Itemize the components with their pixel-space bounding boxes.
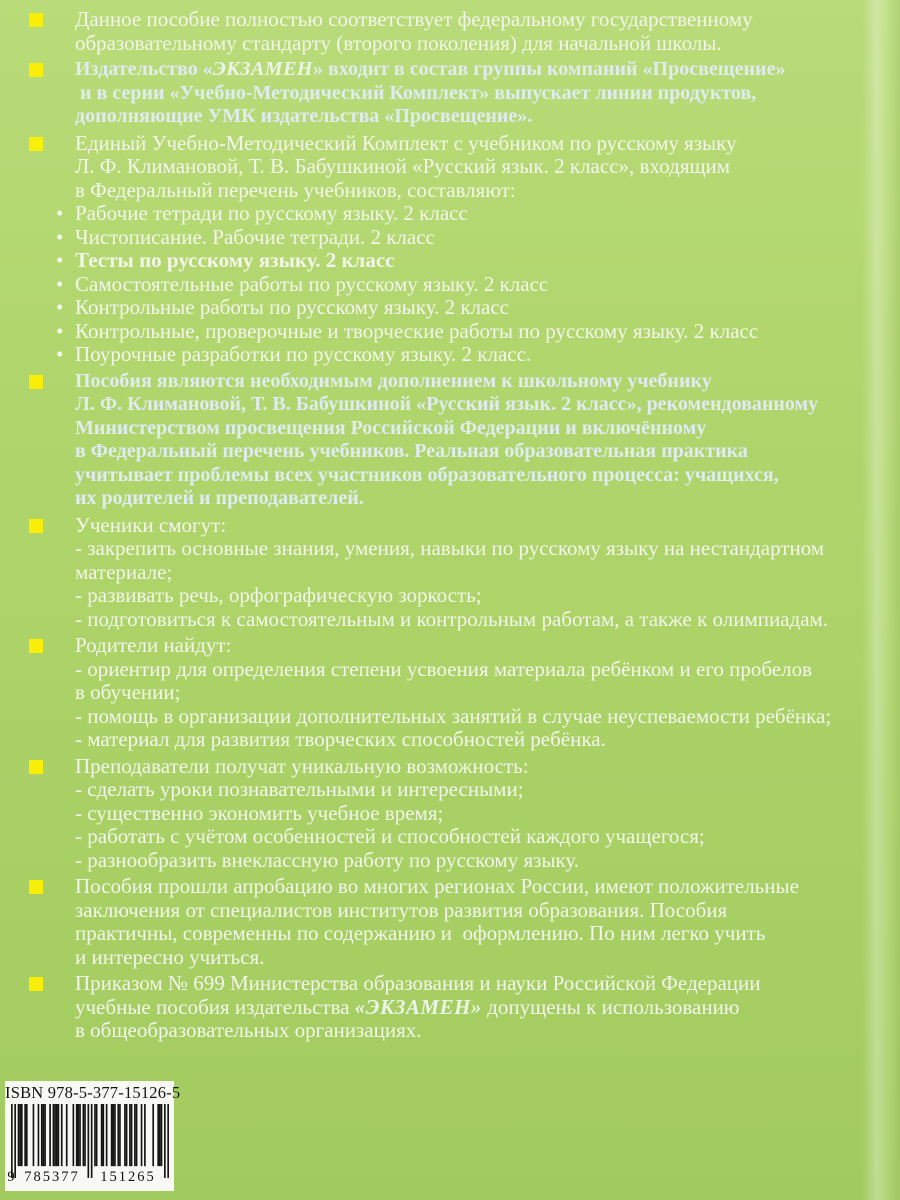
list-dot: • (56, 201, 64, 225)
text-segment: и в серии «Учебно-Методический Комплект» выпускает линии продуктов, (75, 81, 757, 104)
text-line (56, 342, 887, 367)
text-line (75, 440, 887, 464)
text-line (75, 105, 887, 129)
barcode-digit-group: 785377 (24, 1169, 80, 1185)
list-dot: • (56, 295, 64, 319)
text-segment: Самостоятельные работы по русскому языку. 2 класс (75, 271, 549, 296)
text-segment: Преподаватели получат уникальную возможность: (75, 753, 529, 778)
text-line (75, 778, 887, 802)
list-dot: • (56, 248, 64, 272)
text-section-teachers-benefits (75, 755, 887, 873)
text-segment: Л. Ф. Климановой, Т. В. Бабушкиной «Русский язык. 2 класс», входящим (75, 154, 731, 178)
text-line (75, 681, 887, 705)
text-section-supplement-note (75, 370, 887, 511)
text-line (75, 584, 887, 608)
text-segment: - сделать уроки познавательными и интересными; (75, 777, 524, 801)
text-segment: - развивать речь, орфографическую зоркость; (75, 583, 482, 607)
text-segment: в Федеральный перечень учебников, составляют: (75, 177, 516, 202)
text-section-students-benefits (75, 514, 887, 632)
text-segment: заключения от специалистов институтов развития образования. Пособия (75, 897, 728, 922)
text-segment: учебные пособия издательства (75, 994, 355, 1019)
text-line (75, 875, 887, 899)
text-segment: Чистописание. Рабочие тетради. 2 класс (75, 224, 435, 249)
yellow-square-bullet (29, 977, 43, 991)
yellow-square-bullet (29, 880, 43, 894)
text-segment: Пособия являются необходимым дополнением к школьному учебнику (75, 369, 712, 392)
text-line (75, 849, 887, 873)
text-section-publisher-ekzamen (75, 58, 887, 129)
text-segment: Рабочие тетради по русскому языку. 2 класс (75, 201, 468, 225)
text-segment: практичны, современны по содержанию и оформлению. По ним легко учить (75, 921, 766, 945)
text-segment: Родители найдут: (75, 633, 232, 657)
text-segment: - помощь в организации дополнительных занятий в случае неуспеваемости ребёнка; (75, 703, 832, 728)
text-segment: Министерством просвещения Российской Федерации и включённому (75, 416, 707, 439)
barcode-digit-group: 151265 (100, 1169, 156, 1185)
text-line (75, 1019, 887, 1043)
yellow-square-bullet (29, 13, 43, 27)
text-segment: образовательному стандарту (второго поколения) для начальной школы. (75, 30, 722, 55)
text-line (75, 514, 887, 538)
isbn-barcode-panel (5, 1081, 181, 1191)
text-block (56, 7, 887, 1046)
text-segment: дополняющие УМК издательства «Просвещение». (75, 105, 533, 127)
list-dot: • (56, 342, 64, 366)
text-line (75, 658, 887, 682)
text-line (75, 946, 887, 970)
text-line (75, 8, 887, 32)
text-line (75, 996, 887, 1020)
text-segment: - закрепить основные знания, умения, навыки по русскому языку на нестандартном (75, 536, 825, 560)
list-dot: • (56, 271, 64, 296)
list-dot: • (56, 224, 64, 249)
text-segment: » входит в состав группы компаний «Просвещение» (312, 58, 786, 80)
text-line (56, 271, 887, 297)
text-line (75, 487, 887, 511)
yellow-square-bullet (29, 63, 43, 77)
text-segment: - работать с учётом особенностей и способностей каждого учащегося; (75, 824, 705, 848)
text-line (75, 728, 887, 752)
text-line (75, 370, 887, 394)
text-line (75, 155, 887, 179)
text-segment: Приказом № 699 Министерства образования и науки Российской Федерации (75, 971, 761, 995)
text-line (75, 561, 887, 585)
text-line (75, 899, 887, 923)
text-section-umk-list (56, 130, 887, 367)
text-segment: «ЭКЗАМЕН» (354, 994, 482, 1019)
text-segment: - подготовиться к самостоятельным и контрольным работам, а также к олимпиадам. (75, 606, 829, 631)
text-segment: допущены к использованию (481, 994, 740, 1019)
text-segment: Пособия прошли апробацию во многих регионах России, имеют положительные (75, 874, 799, 898)
text-line (75, 608, 887, 632)
text-segment: в обучении; (75, 680, 181, 704)
text-line (75, 537, 887, 561)
text-segment: и интересно учиться. (75, 944, 265, 969)
text-line (75, 32, 887, 56)
yellow-square-bullet (29, 639, 43, 653)
text-section-ministry-order (75, 972, 887, 1043)
text-line (56, 201, 887, 226)
text-segment: в Федеральный перечень учебников. Реальная образовательная практика (75, 440, 748, 462)
text-line (75, 705, 887, 729)
text-line (75, 393, 887, 417)
text-line (75, 179, 887, 203)
text-line (75, 634, 887, 658)
text-line (75, 922, 887, 946)
text-segment: Единый Учебно-Методический Комплект с учебником по русскому языку (75, 130, 737, 155)
text-section-parents-benefits (75, 634, 887, 752)
text-segment: Л. Ф. Климановой, Т. В. Бабушкиной «Русский язык. 2 класс», рекомендованному (75, 393, 819, 415)
text-segment: их родителей и преподавателей. (75, 487, 364, 509)
text-line (75, 58, 887, 82)
text-segment: - разнообразить внеклассную работу по русскому языку. (75, 847, 580, 872)
text-line (56, 248, 887, 273)
text-segment: Поурочные разработки по русскому языку. 2 класс. (75, 342, 532, 366)
text-segment: Издательство « (75, 58, 213, 80)
text-line (75, 132, 887, 156)
text-line (75, 417, 887, 441)
text-segment: учитывает проблемы всех участников образовательного процесса: учащихся, (75, 463, 779, 486)
text-segment: - материал для развития творческих способностей ребёнка. (75, 727, 606, 751)
text-section-fgos-compliance (75, 8, 887, 55)
text-segment: Контрольные, проверочные и творческие работы по русскому языку. 2 класс (75, 318, 759, 343)
list-dot: • (56, 318, 64, 343)
text-line (75, 82, 887, 106)
text-segment: ЭКЗАМЕН (212, 58, 313, 80)
text-segment: Контрольные работы по русскому языку. 2 класс (75, 295, 509, 319)
text-segment: Данное пособие полностью соответствует федеральному государственному (75, 7, 753, 31)
isbn-number: ISBN 978-5-377-15126-5 (5, 1083, 181, 1102)
barcode-digit-group: 9 (7, 1169, 15, 1185)
text-line (56, 318, 887, 344)
text-section-approbation-note (75, 875, 887, 969)
yellow-square-bullet (29, 519, 43, 533)
yellow-square-bullet (29, 760, 43, 774)
text-segment: материале; (75, 559, 173, 584)
text-segment: - ориентир для определения степени усвоения материала ребёнком и его пробелов (75, 656, 812, 681)
text-line (75, 464, 887, 488)
text-segment: Ученики смогут: (75, 512, 227, 537)
yellow-square-bullet (29, 375, 43, 389)
text-line (75, 755, 887, 779)
text-segment: - существенно экономить учебное время; (75, 800, 444, 825)
text-line (75, 972, 887, 996)
text-line (56, 295, 887, 320)
text-line (56, 224, 887, 250)
yellow-square-bullet (29, 137, 43, 151)
text-line (75, 802, 887, 826)
text-segment: в общеобразовательных организациях. (75, 1018, 422, 1042)
text-line (75, 825, 887, 849)
text-segment: Тесты по русскому языку. 2 класс (75, 248, 395, 272)
